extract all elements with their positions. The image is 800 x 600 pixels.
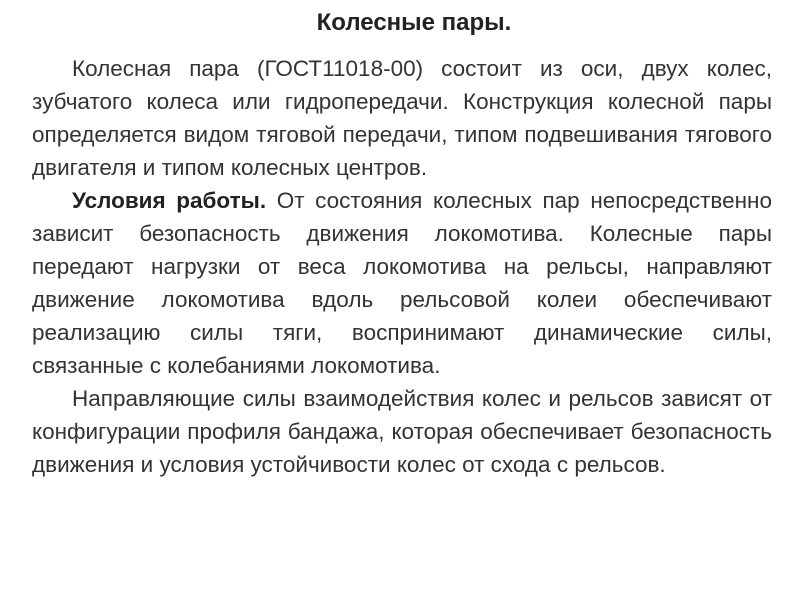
paragraph-working-conditions xyxy=(32,184,772,382)
paragraph-composition xyxy=(32,52,772,184)
slide-title: Колесные пары. xyxy=(316,9,512,36)
paragraph-guiding-forces xyxy=(32,382,772,481)
paragraph-text: От состояния колесных пар непосредственно зависит безопасность движения локомотива. Колесные пары передают нагрузки от веса локомотива на рельсы, направляют движение локомотива вдоль рельсовой колеи обеспечивают реализацию силы тяги, воспринимают динамические силы, связанные с колебаниями локомотива. xyxy=(32,188,772,378)
paragraph-text: Колесная пара (ГОСТ11018-00) состоит из оси, двух колес, зубчатого колеса или гидропередачи. Конструкция колесной пары определяется видом тяговой передачи, типом подвешивания тягового двигателя и типом колесных центров. xyxy=(32,56,772,180)
slide-body xyxy=(32,52,772,481)
paragraph-lead: Условия работы. xyxy=(72,188,267,213)
paragraph-text: Направляющие силы взаимодействия колес и рельсов зависят от конфигурации профиля бандажа, которая обеспечивает безопасность движения и условия устойчивости колес от схода с рельсов. xyxy=(32,386,772,477)
